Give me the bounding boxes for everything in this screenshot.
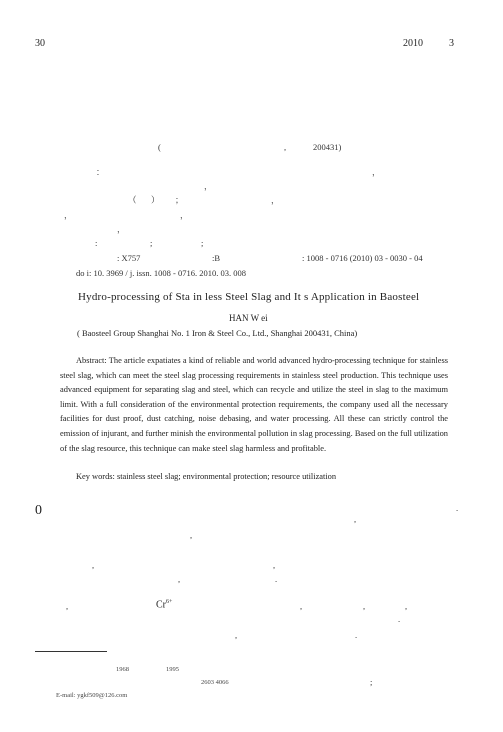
abstract-cn-mark: ，: [204, 181, 213, 191]
english-title: Hydro-processing of Sta in less Steel Slag and It s Application in Baosteel: [78, 291, 420, 303]
affiliation-cn-open: (: [158, 142, 161, 152]
body-mark: ,: [363, 601, 366, 611]
keywords-text: stainless steel slag; environmental protection; resource utilization: [116, 472, 337, 481]
body-mark: ,: [66, 601, 69, 611]
abstract-cn-mark: （: [128, 195, 137, 205]
body-mark: .: [456, 503, 459, 513]
abstract-cn-mark: ）: [151, 195, 160, 205]
doi: do i: 10. 3969 / j. issn. 1008 - 0716. 2010. 03. 008: [76, 268, 247, 278]
keywords-cn-mark: :: [95, 238, 98, 248]
abstract-cn-mark: ；: [175, 195, 184, 205]
footnote-phone: 2603 4066: [201, 679, 229, 686]
keywords-label: Key words:: [76, 472, 115, 481]
keywords-cn-mark: ;: [150, 238, 153, 248]
body-mark: ,: [273, 560, 276, 570]
abstract-cn-mark: ，: [117, 224, 126, 234]
english-abstract: [60, 354, 448, 456]
section-number: 0: [35, 503, 42, 518]
affiliation-cn-postcode: 200431): [313, 142, 342, 152]
body-mark: ,: [178, 574, 181, 584]
footnote-rule: [35, 651, 107, 652]
body-mark: ,: [190, 530, 193, 540]
journal-year: 2010: [403, 38, 423, 49]
body-mark: ,: [300, 601, 303, 611]
english-keywords: [76, 472, 336, 481]
body-mark: ,: [405, 601, 408, 611]
body-mark: ,: [235, 630, 238, 640]
affiliation-cn-comma: ,: [284, 142, 287, 152]
body-mark: ,: [92, 560, 95, 570]
abstract-cn-mark: ，: [271, 195, 280, 205]
chromium-symbol: $Cr^{6+}$: [156, 599, 173, 611]
english-affiliation: ( Baosteel Group Shanghai No. 1 Iron & Steel Co., Ltd., Shanghai 200431, China): [77, 328, 358, 338]
body-mark: .: [355, 630, 358, 640]
abstract-cn-mark: ，: [180, 210, 189, 220]
page-number: 30: [35, 38, 45, 49]
body-mark: .: [275, 574, 278, 584]
abstract-cn-mark: ，: [64, 210, 73, 220]
footnote-birth-year: 1968: [116, 666, 129, 673]
footnote-grad-year: 1995: [166, 666, 179, 673]
keywords-cn-mark: ;: [201, 238, 204, 248]
english-author: HAN W ei: [229, 313, 268, 323]
journal-issue: 3: [449, 38, 454, 49]
footnote-email: E-mail: ygkf509@126.com: [56, 692, 128, 699]
abstract-label: Abstract:: [76, 356, 107, 365]
body-mark: ,: [354, 514, 357, 524]
footnote-mark: ;: [370, 677, 373, 687]
body-mark: .: [398, 614, 401, 624]
article-id: : 1008 - 0716 (2010) 03 - 0030 - 04: [302, 253, 423, 263]
document-code: :B: [212, 253, 221, 263]
abstract-cn-mark: ：: [96, 167, 105, 177]
clc-number: : X757: [117, 253, 141, 263]
abstract-cn-mark: ，: [372, 167, 381, 177]
abstract-text: The article expatiates a kind of reliable and world advanced hydro-processing technique for stainless steel slag, which can meet the steel slag processing requirements in stainless steel production. This technique uses advanced equipment for separating slag and steel, which can recycle and utilize the steel in slag to the maximum limit. With a full consideration of the environmental protection requirements, the company used all the necessary facilities for dust proof, dust catching, noise debasing, and water processing. All these can strictly control the emission of injurant, and further minish the environmental pollution in slag processing. Based on the full utilization of the slag resource, this technique can make steel slag harmless and profitable.: [60, 356, 449, 453]
